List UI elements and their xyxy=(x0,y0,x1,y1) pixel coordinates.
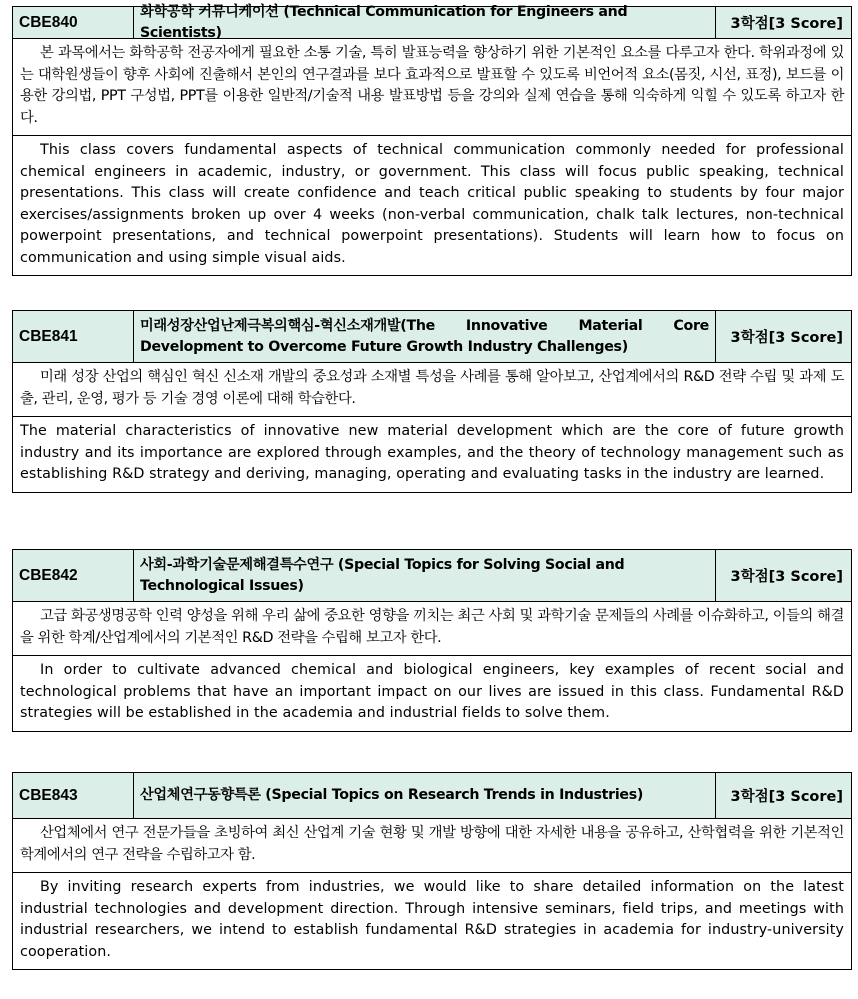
course-title-line: 화학공학 커뮤니케이션 (Technical Communication for Engineers and Scientists) xyxy=(140,3,628,41)
course-title xyxy=(134,311,716,362)
course-title-line: 미래성장산업난제극복의핵심-혁신소재개발(The Innovative Material Core xyxy=(140,317,709,334)
course-code: CBE843 xyxy=(13,773,134,818)
course-score: 3학점[3 Score] xyxy=(730,16,843,32)
course-code: CBE841 xyxy=(13,311,134,362)
course-header xyxy=(13,311,851,363)
course-code: CBE842 xyxy=(13,550,134,601)
description-korean: 고급 화공생명공학 인력 양성을 위해 우리 삶에 중요한 영향을 끼치는 최근 사회 및 과학기술 문제들의 사례를 이슈화하고, 이들의 해결을 위한 학계/산업계에서의 기본적인 R&D 전략을 수립해 보고자 한다. xyxy=(20,608,844,646)
course-score: 3학점[3 Score] xyxy=(730,789,843,805)
description-english: In order to cultivate advanced chemical and biological engineers, key examples of recent social and technological problems that have an important impact on our lives are issued in this class. Fundamental R&D strategies will be established in the academia and industrial fields to solve them. xyxy=(13,655,851,731)
course-code: CBE840 xyxy=(13,7,134,38)
description-english: By inviting research experts from industries, we would like to share detailed information on the latest industrial technologies and development direction. Through intensive seminars, field trips, and meetings with industrial researchers, we intend to establish fundamental R&D strategies in academia for industry-university cooperation. xyxy=(13,872,851,969)
description-english: This class covers fundamental aspects of technical communication commonly needed for professional chemical engineers in academic, industry, or government. This class will focus public speaking, technical presentations. This class will create confidence and teach critical public speaking to students by four major exercises/assignments broken up over 4 weeks (non-verbal communication, chalk talk lectures, non-technical powerpoint presentations, and technical powerpoint presentations). Students will learn how to focus on communication and using simple visual aids. xyxy=(13,135,851,275)
description-english: The material characteristics of innovative new material development which are the core of future growth industry and its importance are explored through examples, and the theory of technology management such as establishing R&D strategy and deriving, managing, operating and evaluating tasks in the industry are learned. xyxy=(13,416,851,492)
course-block-cbe842 xyxy=(12,549,852,732)
course-score: 3학점[3 Score] xyxy=(730,569,843,585)
course-title-line: Development to Overcome Future Growth Industry Challenges) xyxy=(140,338,628,355)
description-korean: 산업체에서 연구 전문가들을 초빙하여 최신 산업계 기술 현황 및 개발 방향에 대한 자세한 내용을 공유하고, 산학협력을 위한 기본적인 학계에서의 연구 전략을 수립하고자 함. xyxy=(20,825,844,863)
course-title-line: 사회-과학기술문제해결특수연구 (Special Topics for Solving Social and xyxy=(140,556,625,573)
course-header xyxy=(13,3,851,41)
course-block-cbe843 xyxy=(12,772,852,970)
course-title xyxy=(134,3,716,41)
course-block-cbe840 xyxy=(12,3,852,276)
course-header xyxy=(13,773,851,819)
course-block-cbe841 xyxy=(12,310,852,493)
description-korean: 미래 성장 산업의 핵심인 혁신 신소재 개발의 중요성과 소재별 특성을 사례를 통해 알아보고, 산업계에서의 R&D 전략 수립 및 과제 도출, 관리, 운영, 평가 등 기술 경영 이론에 대해 학습한다. xyxy=(20,369,844,407)
course-header xyxy=(13,550,851,602)
course-title xyxy=(134,773,716,818)
course-title-line: Technological Issues) xyxy=(140,577,304,594)
course-title-line: 산업체연구동향특론 (Special Topics on Research Trends in Industries) xyxy=(140,787,644,803)
description-korean: 본 과목에서는 화학공학 전공자에게 필요한 소통 기술, 특히 발표능력을 향상하기 위한 기본적인 요소를 다루고자 한다. 학위과정에 있는 대학원생들이 향후 사회에 진출해서 본인의 연구결과를 보다 효과적으로 발표할 수 있도록 비언어적 요소(몸짓, 시선, 표정), 보드를 이용한 강의법, PPT 구성법, PPT를 이용한 일반적/기술적 내용 발표방법 등을 강의와 실제 연습을 통해 익숙하게 익힐 수 있도록 하고자 한다. xyxy=(20,45,844,126)
course-score: 3학점[3 Score] xyxy=(730,330,843,346)
course-title xyxy=(134,550,716,601)
